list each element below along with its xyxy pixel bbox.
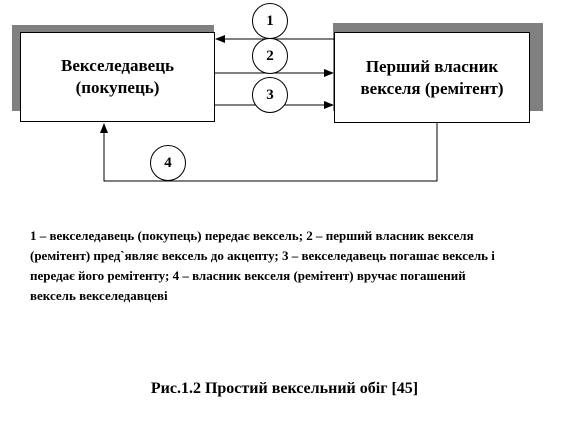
step-1-label: 1 <box>266 12 274 29</box>
step-3-label: 3 <box>266 86 274 103</box>
payee-box-line1: Перший власник <box>365 56 499 76</box>
step-4-label: 4 <box>164 154 172 171</box>
step-2-label: 2 <box>266 47 274 64</box>
drawer-box-line1: Векселедавець <box>60 56 175 75</box>
step-3-circle <box>252 77 288 113</box>
legend-caption: 1 – векселедавець (покупець) передає вексель; 2 – перший власник векселя (ремітент) пред`являє вексель до акцепту; 3 – векселедавець погашає вексель і передає його ремітенту; 4 – власник векселя (ремітент) вручає погашений вексель векселедавцеві <box>30 228 495 303</box>
step-1-circle <box>252 3 288 39</box>
step-4-circle <box>150 145 186 181</box>
drawer-box-line2: (покупець) <box>75 78 160 97</box>
step-2-circle <box>252 38 288 74</box>
figure-title: Рис.1.2 Простий вексельний обіг [45] <box>150 380 419 397</box>
payee-box-line2: векселя (ремітент) <box>360 78 504 98</box>
